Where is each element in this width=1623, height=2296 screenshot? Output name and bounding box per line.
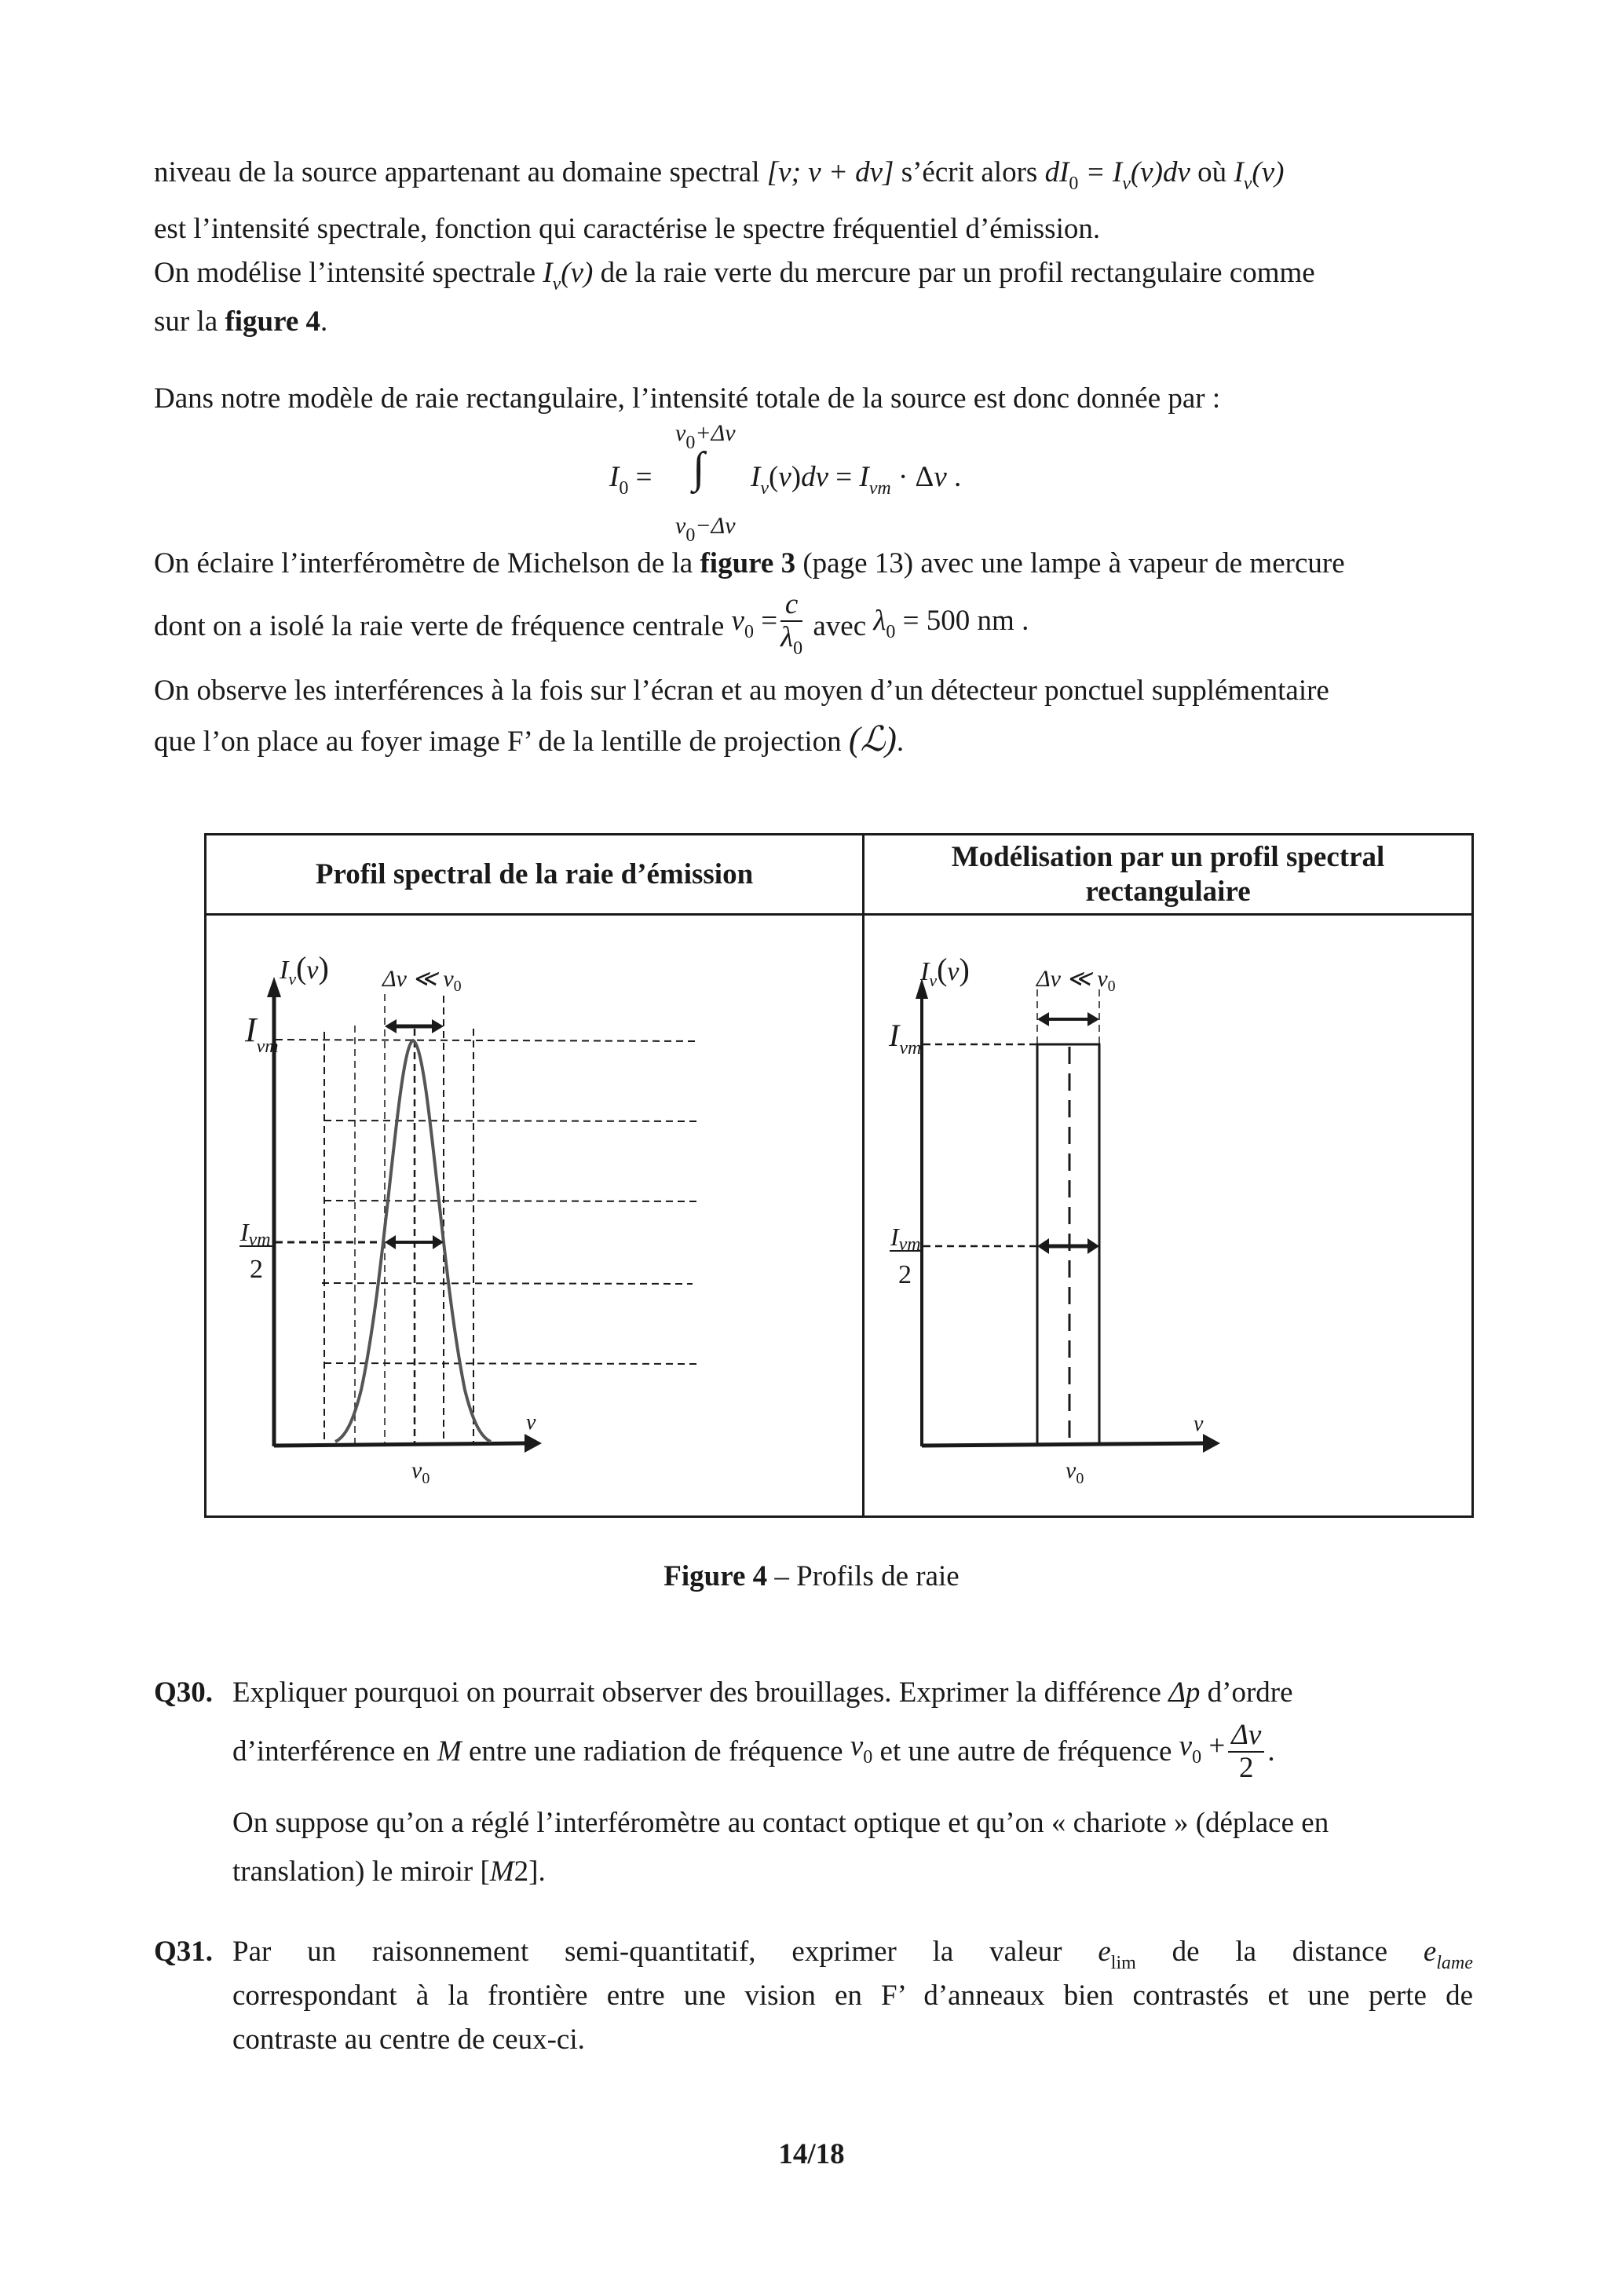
intro-line-2: est l’intensité spectrale, fonction qui caractérise le spectre fréquentiel d’émission.	[154, 213, 1101, 245]
integral-lower-bound: $\nu_0-\Delta\nu$	[675, 513, 736, 546]
intro-line-1	[154, 155, 1284, 201]
setup-line-2	[154, 589, 1029, 664]
word: la	[1235, 1936, 1257, 1968]
nu0-tick-label: $\nu_0$	[411, 1457, 430, 1487]
arrow-right-icon	[1087, 1012, 1099, 1026]
right-header-line-2: rectangulaire	[1085, 875, 1251, 908]
integral-formula	[605, 416, 1154, 546]
arrow-left-icon	[385, 1019, 397, 1033]
math-lambda0: $\lambda_0 = 500$ nm .	[873, 605, 1029, 642]
word: Par	[232, 1936, 272, 1968]
math-dI0: $dI_0 = I_\nu(\nu)d\nu$	[1044, 156, 1190, 194]
caption-text: – Profils de raie	[767, 1560, 960, 1592]
lens-symbol: (ℒ)	[848, 720, 897, 759]
emission-profile-chart	[204, 914, 860, 1515]
arrow-right-icon	[432, 1019, 444, 1033]
text: .	[1267, 1735, 1275, 1768]
delta-nu-annotation: Δν ≪ $\nu_0$	[382, 966, 462, 995]
x-axis-arrow-icon	[525, 1434, 542, 1453]
model-line: Dans notre modèle de raie rectangulaire, l’intensité totale de la source est donc donnée par :	[154, 382, 1221, 415]
text: s’écrit alors	[894, 156, 1045, 188]
x-axis-label: ν	[526, 1410, 536, 1435]
text: de la raie verte du mercure par un profil rectangulaire comme	[593, 257, 1315, 289]
ivm-half-tick-label: Ivm	[890, 1223, 921, 1255]
math-e-lame: $e_{lame}$	[1423, 1936, 1473, 1973]
text: et une autre de fréquence	[872, 1735, 1179, 1768]
ivm-tick-label: $I_{vm}$	[889, 1018, 922, 1058]
fraction-numerator: Δν	[1228, 1720, 1264, 1753]
text: entre une radiation de fréquence	[461, 1735, 850, 1768]
x-axis-arrow-icon	[1203, 1434, 1220, 1453]
q31-line-2: correspondant à la frontière entre une vision en F’ d’anneaux bien contrastés et une perte de	[232, 1980, 1473, 2012]
nu0-tick-label: $\nu_0$	[1066, 1457, 1084, 1487]
arrow-left-icon	[1037, 1238, 1049, 1254]
text: d’ordre	[1200, 1676, 1293, 1709]
caption-label: Figure 4	[663, 1560, 768, 1592]
ivm-tick-label: $I_{vm}$	[245, 1011, 279, 1057]
right-column-header	[865, 835, 1471, 916]
math-e-lim: $e_{lim}$	[1098, 1936, 1136, 1973]
word: exprimer	[791, 1936, 897, 1968]
integral-lhs: $I_0$ =	[609, 461, 652, 499]
integral-sign: ∫	[693, 444, 705, 492]
ivm-half-denominator: 2	[250, 1255, 263, 1284]
word: raisonnement	[371, 1936, 529, 1968]
math-Inu: $I_\nu(\nu)$	[1234, 156, 1285, 194]
intro-line-4	[154, 305, 327, 339]
left-header-text: Profil spectral de la raie d’émission	[315, 857, 754, 890]
arrow-left-icon	[385, 1235, 396, 1249]
text: niveau de la source appartenant au domaine spectral	[154, 156, 767, 188]
q30-line-1	[232, 1676, 1293, 1710]
x-axis	[922, 1443, 1205, 1446]
word: distance	[1292, 1936, 1388, 1968]
math-nu0: $\nu_0$ =	[731, 605, 778, 642]
word: de	[1172, 1936, 1200, 1968]
integral-upper-bound: $\nu_0+\Delta\nu$	[675, 420, 736, 453]
math-mirror: [M2]	[480, 1855, 539, 1888]
text: .	[538, 1855, 546, 1888]
text: sur la	[154, 305, 225, 338]
right-header-line-1: Modélisation par un profil spectral	[951, 840, 1385, 873]
figure-ref: figure 3	[700, 547, 796, 579]
q31-line-3: contraste au centre de ceux-ci.	[232, 2024, 585, 2056]
text: où	[1190, 156, 1234, 188]
setup-line-4	[154, 722, 904, 759]
text: dont on a isolé la raie verte de fréquence centrale	[154, 610, 732, 642]
text: .	[320, 305, 328, 338]
math-M: M	[437, 1735, 462, 1768]
math-interval: [ν; ν + dν]	[766, 156, 894, 188]
setup-line-1	[154, 547, 1345, 581]
q31-label: Q31.	[154, 1936, 214, 1968]
ivm-half-denominator: 2	[898, 1260, 912, 1289]
math-delta-p: Δp	[1168, 1676, 1201, 1709]
word: valeur	[989, 1936, 1062, 1968]
text: .	[896, 726, 905, 758]
figure-caption	[0, 1559, 1623, 1594]
word: la	[932, 1936, 954, 1968]
x-axis-label: ν	[1193, 1412, 1204, 1436]
fraction-denominator: 2	[1239, 1752, 1254, 1784]
word: semi-quantitatif,	[565, 1936, 756, 1968]
grid-lines	[276, 994, 696, 1445]
y-axis-label: $I_\nu(\nu)$	[920, 952, 970, 990]
text: Expliquer pourquoi on pourrait observer des brouillages. Exprimer la différence	[232, 1676, 1169, 1709]
x-axis	[274, 1443, 526, 1446]
word: un	[307, 1936, 337, 1968]
text: avec	[806, 610, 874, 642]
fraction-delta-nu-over-2	[1228, 1720, 1264, 1784]
text: On modélise l’intensité spectrale	[154, 257, 543, 289]
q30-line-4	[232, 1855, 546, 1889]
math-nu0-plus: $\nu_0$ +	[1179, 1730, 1226, 1768]
ivm-half-tick-label: Ivm	[240, 1218, 271, 1250]
q30-line-3: On suppose qu’on a réglé l’interféromètre au contact optique et qu’on « chariote » (déplace en	[232, 1807, 1329, 1839]
q30-line-2	[232, 1720, 1275, 1784]
q30-label: Q30.	[154, 1676, 214, 1709]
left-column-header	[207, 835, 862, 916]
figure-ref: figure 4	[225, 305, 321, 338]
text: d’interférence en	[232, 1735, 437, 1768]
text: On éclaire l’interféromètre de Michelson de la	[154, 547, 700, 579]
arrow-right-icon	[1087, 1238, 1099, 1254]
y-axis-label: $I_\nu(\nu)$	[280, 950, 329, 989]
text: translation) le miroir	[232, 1855, 481, 1888]
delta-nu-annotation: Δν ≪ $\nu_0$	[1036, 966, 1116, 995]
fraction-c-over-lambda0: $\frac{c}{\lambda_0}$	[780, 588, 803, 659]
intro-line-3	[154, 256, 1315, 302]
arrow-left-icon	[1037, 1012, 1049, 1026]
setup-line-3: On observe les interférences à la fois sur l’écran et au moyen d’un détecteur ponctuel supplémentaire	[154, 675, 1329, 707]
math-Inu: $I_\nu(\nu)$	[543, 257, 594, 294]
text: que l’on place au foyer image F’ de la lentille de projection	[154, 726, 849, 758]
integral-body: $I_\nu(\nu)d\nu = I_{\nu m} \cdot \Delta\nu$ .	[751, 461, 962, 499]
page-number: 14/18	[778, 2138, 845, 2170]
q31-line-1	[232, 1935, 1473, 1980]
text: (page 13) avec une lampe à vapeur de mercure	[795, 547, 1345, 579]
rectangular-profile-chart	[862, 914, 1471, 1515]
right-header-text	[952, 840, 1385, 909]
math-nu0: $\nu_0$	[850, 1730, 873, 1768]
